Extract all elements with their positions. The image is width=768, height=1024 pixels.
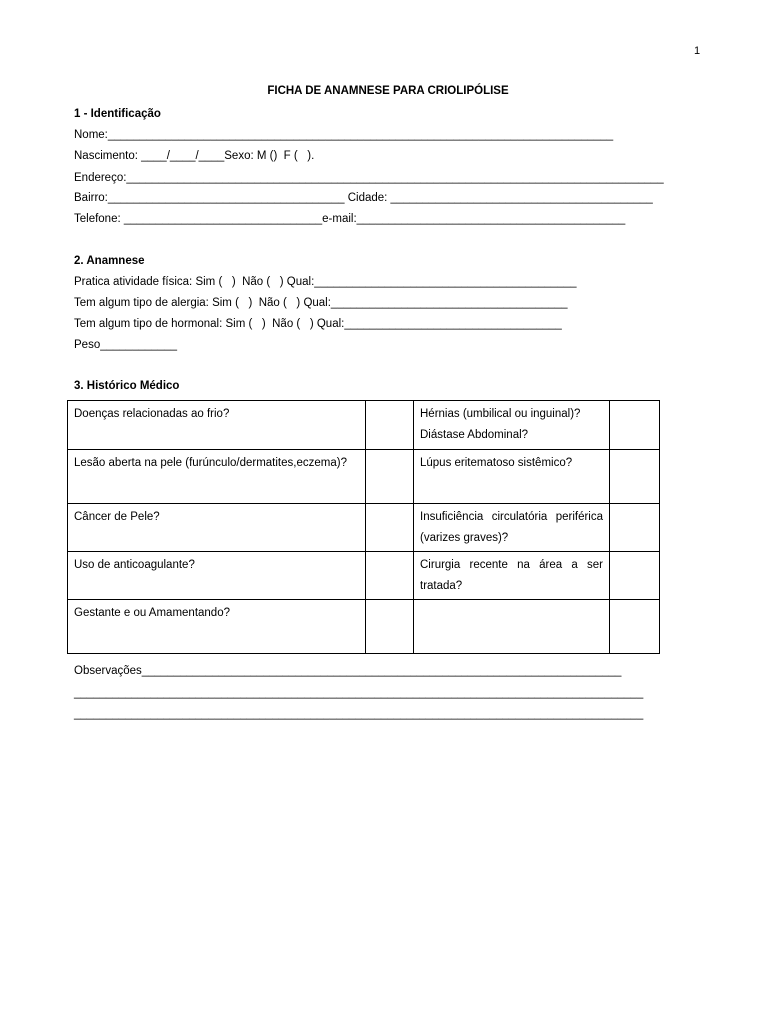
table-row [68, 450, 660, 504]
alergia-field[interactable]: Tem algum tipo de alergia: Sim ( ) Não ( ) Qual:_____________________________________ [74, 297, 568, 309]
observacoes-line-2[interactable]: _________________________________________________________________________________________ [74, 687, 644, 699]
answer-cell[interactable] [366, 504, 414, 552]
condition-cell: Cirurgia recente na área a ser tratada? [414, 552, 610, 600]
section-anamnese-heading: 2. Anamnese [74, 255, 145, 267]
table-row [68, 401, 660, 450]
condition-cell: Gestante e ou Amamentando? [68, 600, 366, 654]
answer-cell[interactable] [610, 504, 660, 552]
observacoes-line-3[interactable]: _________________________________________________________________________________________ [74, 708, 644, 720]
section-historico-heading: 3. Histórico Médico [74, 380, 180, 392]
answer-cell[interactable] [366, 600, 414, 654]
atividade-fisica-field[interactable]: Pratica atividade física: Sim ( ) Não ( ) Qual:_________________________________________ [74, 276, 577, 288]
observacoes-field[interactable]: Observações___________________________________________________________________________ [74, 665, 622, 677]
page-number: 1 [694, 45, 701, 57]
hormonal-field[interactable]: Tem algum tipo de hormonal: Sim ( ) Não ( ) Qual:__________________________________ [74, 318, 562, 330]
section-identificacao-heading: 1 - Identificação [74, 108, 161, 120]
table-row [68, 600, 660, 654]
table-row [68, 504, 660, 552]
document-title: FICHA DE ANAMNESE PARA CRIOLIPÓLISE [267, 85, 509, 97]
condition-cell [414, 600, 610, 654]
answer-cell[interactable] [610, 600, 660, 654]
condition-cell: Uso de anticoagulante? [68, 552, 366, 600]
table-row [68, 552, 660, 600]
endereco-field[interactable]: Endereço:____________________________________________________________________________________ [74, 172, 664, 184]
nome-field[interactable]: Nome:_______________________________________________________________________________ [74, 129, 614, 141]
peso-field[interactable]: Peso____________ [74, 339, 177, 351]
bairro-cidade-field[interactable]: Bairro:_____________________________________ Cidade: _________________________________________ [74, 192, 653, 204]
answer-cell[interactable] [610, 552, 660, 600]
condition-cell: Câncer de Pele? [68, 504, 366, 552]
answer-cell[interactable] [366, 401, 414, 450]
answer-cell[interactable] [366, 552, 414, 600]
medical-history-table [67, 400, 660, 654]
condition-cell: Lúpus eritematoso sistêmico? [414, 450, 610, 504]
answer-cell[interactable] [610, 450, 660, 504]
condition-cell: Hérnias (umbilical ou inguinal)? Diástase Abdominal? [414, 401, 610, 450]
condition-cell: Insuficiência circulatória periférica (varizes graves)? [414, 504, 610, 552]
condition-cell: Doenças relacionadas ao frio? [68, 401, 366, 450]
answer-cell[interactable] [366, 450, 414, 504]
answer-cell[interactable] [610, 401, 660, 450]
telefone-email-field[interactable]: Telefone: _______________________________e-mail:__________________________________________ [74, 213, 626, 225]
condition-cell: Lesão aberta na pele (furúnculo/dermatites,eczema)? [68, 450, 366, 504]
nascimento-sexo-field[interactable]: Nascimento: ____/____/____Sexo: M () F ( ). [74, 150, 315, 162]
